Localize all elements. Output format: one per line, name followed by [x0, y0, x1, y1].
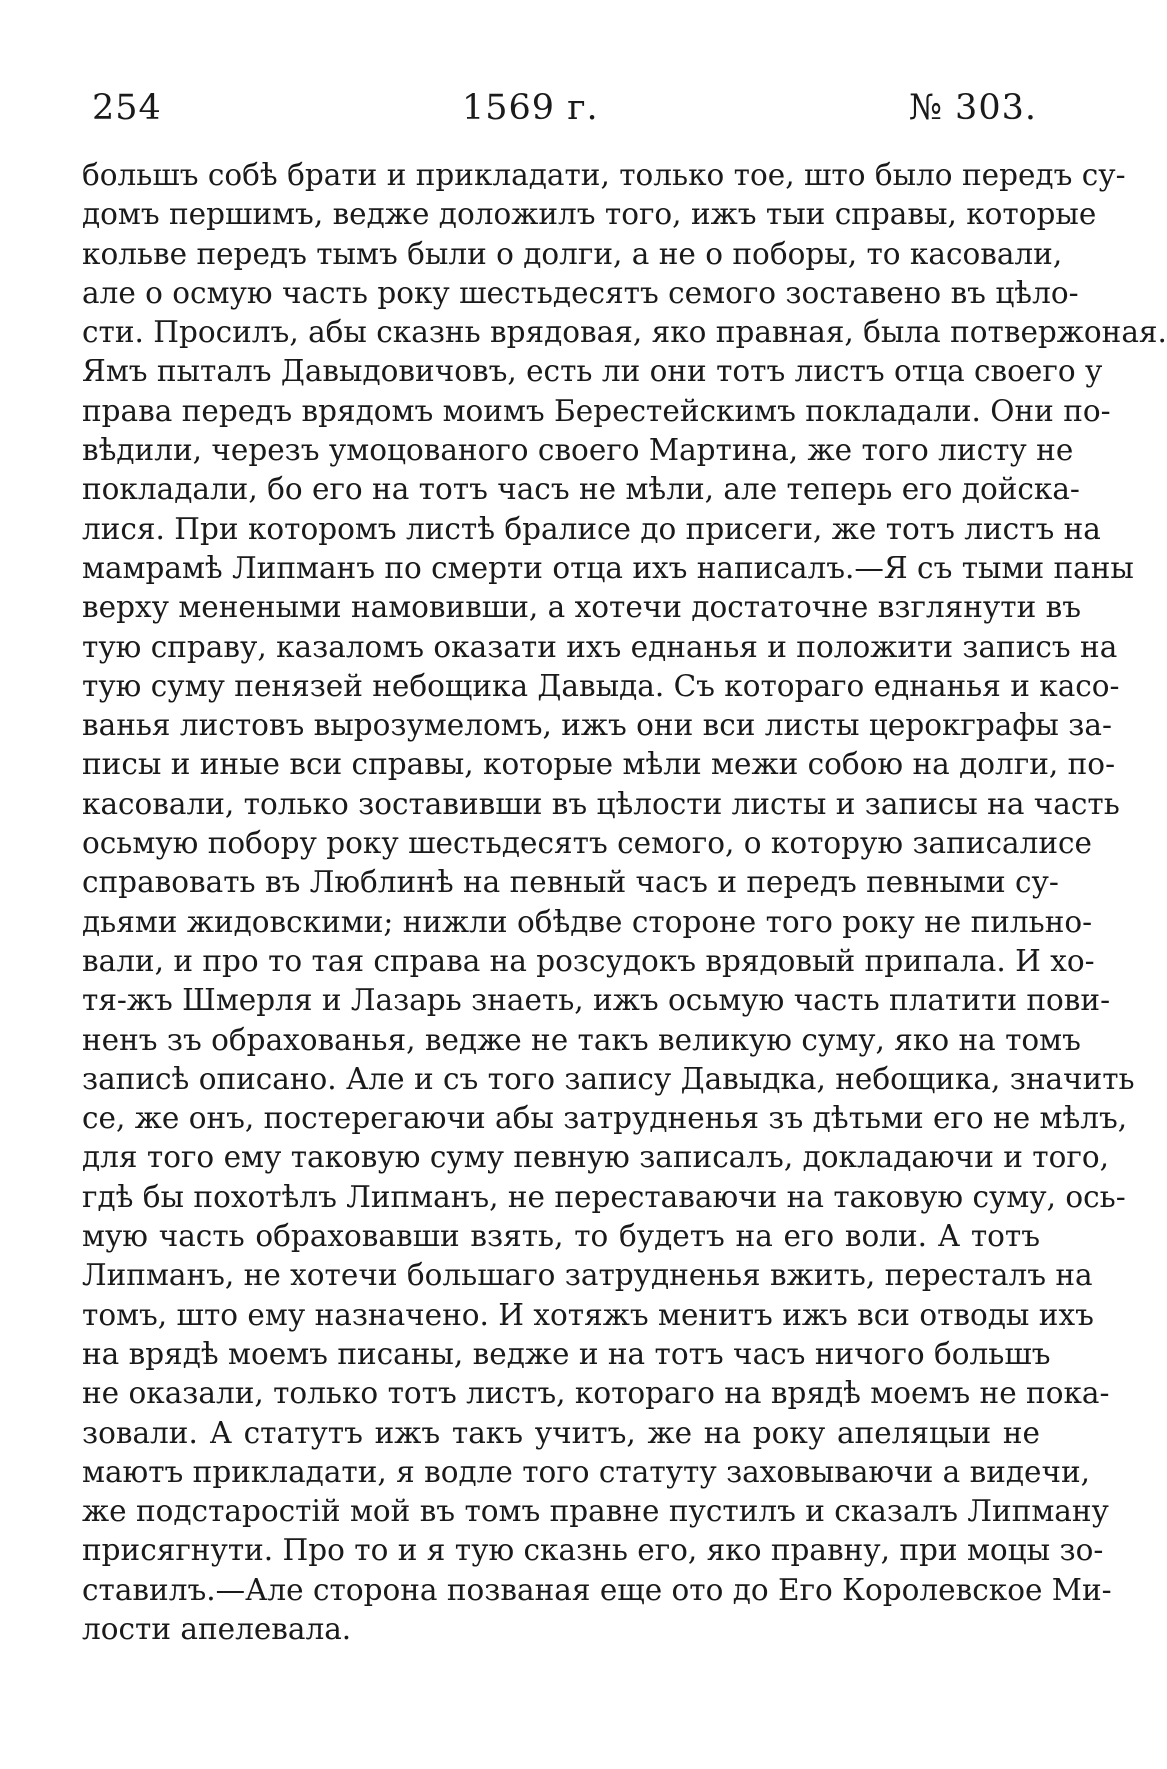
text-line: але о осмую часть року шестьдесятъ семого зоставено въ цѣло-: [82, 275, 1079, 310]
text-line: сти. Просилъ, абы сказнь врядовая, яко правная, была потвержоная.: [82, 315, 1167, 350]
text-line: записѣ описано. Але и съ того запису Давыдка, небощика, значить: [82, 1061, 1135, 1096]
text-line: осьмую побору року шестьдесятъ семого, о которую записалисе: [82, 826, 1092, 861]
text-line: справовать въ Люблинѣ на певный часъ и передъ певными су-: [82, 865, 1059, 900]
text-line: се, же онъ, постерегаючи абы затрудненья зъ дѣтьми его не мѣлъ,: [82, 1101, 1128, 1136]
text-line: вали, и про то тая справа на розсудокъ врядовый припала. И хо-: [82, 943, 1095, 978]
page-header: [92, 86, 1037, 130]
text-line: верху менеными намовивши, а хотечи достаточне взглянути въ: [82, 590, 1082, 625]
document-number: № 303.: [908, 88, 1037, 128]
text-line: томъ, што ему назначено. И хотяжъ менитъ ижъ вси отводы ихъ: [82, 1297, 1094, 1332]
text-line: зовали. А статутъ ижъ такъ учитъ, же на року апеляцыи не: [82, 1415, 1040, 1450]
text-line: мую часть обраховавши взять, то будетъ на его воли. А тотъ: [82, 1219, 1040, 1254]
text-line: ставилъ.—Але сторона позваная еще ото до Его Королевское Ми-: [82, 1572, 1112, 1607]
text-line: ванья листовъ вырозумеломъ, ижъ они вси листы церокграфы за-: [82, 708, 1112, 743]
text-line: кольве передъ тымъ были о долги, а не о поборы, то касовали,: [82, 236, 1063, 271]
text-line: не оказали, только тотъ листъ, котораго на врядѣ моемъ не пока-: [82, 1376, 1110, 1411]
text-line: лися. При которомъ листѣ бралисе до присеги, же тотъ листъ на: [82, 511, 1101, 546]
running-head-year: 1569 г.: [462, 88, 599, 128]
text-line: лости апелевала.: [82, 1611, 352, 1646]
body-text: [82, 156, 1167, 1649]
text-line: присягнути. Про то и я тую сказнь его, яко правну, при моцы зо-: [82, 1533, 1104, 1568]
text-line: Липманъ, не хотечи большаго затрудненья вжить, пересталъ на: [82, 1258, 1093, 1293]
text-line: домъ першимъ, ведже доложилъ того, ижъ тыи справы, которые: [82, 197, 1097, 232]
text-line: для того ему таковую суму певную записалъ, докладаючи и того,: [82, 1140, 1109, 1175]
text-line: же подстаростій мой въ томъ правне пустилъ и сказалъ Липману: [82, 1494, 1109, 1529]
text-line: Ямъ пыталъ Давыдовичовъ, есть ли они тотъ листъ отца своего у: [82, 354, 1103, 389]
text-line: маютъ прикладати, я водле того статуту заховываючи а видечи,: [82, 1454, 1091, 1489]
text-line: касовали, только зоставивши въ цѣлости листы и записы на часть: [82, 786, 1120, 821]
text-line: дьями жидовскими; нижли обѣдве стороне того року не пильно-: [82, 904, 1093, 939]
text-line: тую справу, казаломъ оказати ихъ еднанья и положити записъ на: [82, 629, 1118, 664]
text-line: покладали, бо его на тотъ часъ не мѣли, але теперь его дойска-: [82, 472, 1080, 507]
text-line: тя-жъ Шмерля и Лазарь знаеть, ижъ осьмую часть платити пови-: [82, 983, 1111, 1018]
text-line: вѣдили, черезъ умоцованого своего Мартина, же того листу не: [82, 433, 1074, 468]
text-line: гдѣ бы похотѣлъ Липманъ, не переставаючи на таковую суму, ось-: [82, 1179, 1126, 1214]
text-line: мамрамѣ Липманъ по смерти отца ихъ написалъ.—Я съ тыми паны: [82, 550, 1134, 585]
text-line: большъ собѣ брати и прикладати, только тое, што было передъ су-: [82, 158, 1126, 192]
page-number: 254: [92, 88, 162, 128]
text-line: ненъ зъ обрахованья, ведже не такъ великую суму, яко на томъ: [82, 1022, 1081, 1057]
text-line: на врядѣ моемъ писаны, ведже и на тотъ часъ ничого большъ: [82, 1336, 1051, 1371]
text-line: писы и иные вси справы, которые мѣли межи собою на долги, по-: [82, 747, 1116, 782]
text-line: права передъ врядомъ моимъ Берестейскимъ покладали. Они по-: [82, 393, 1111, 428]
text-line: тую суму пенязей небощика Давыда. Съ котораго еднанья и касо-: [82, 668, 1120, 703]
